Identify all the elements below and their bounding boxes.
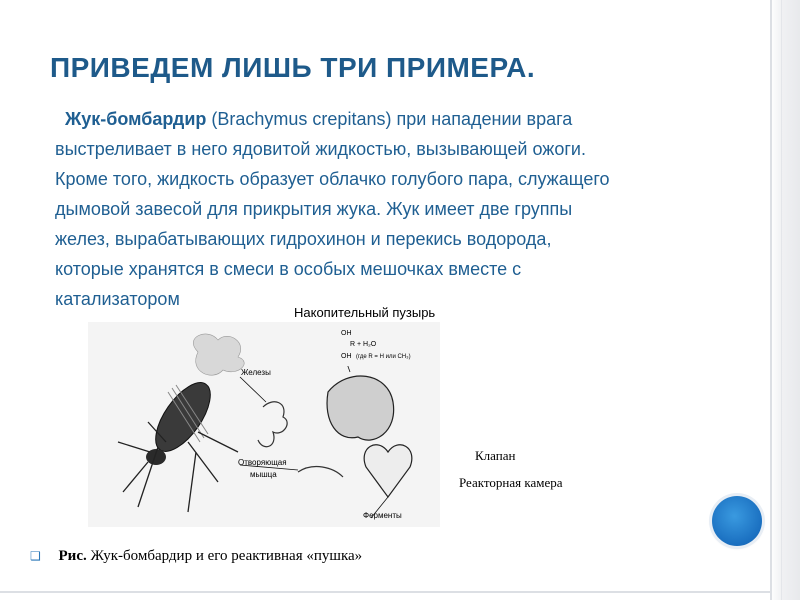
- slide-title: ПРИВЕДЕМ ЛИШЬ ТРИ ПРИМЕРА.: [50, 52, 536, 83]
- formula-r-h2o: R + H₂O: [350, 341, 377, 348]
- formula-oh-top: OH: [341, 330, 352, 337]
- body-line-1-rest: (Brachymus crepitans) при нападении врага: [206, 109, 573, 129]
- beetle-diagram: [88, 322, 440, 527]
- body-line-3: Кроме того, жидкость образует облачко голубого пара, служащего: [55, 169, 610, 189]
- body-line-5: желез, вырабатывающих гидрохинон и перекись водорода,: [55, 229, 552, 249]
- formula-oh-bottom: OH: [341, 353, 352, 360]
- caption-prefix: Рис.: [58, 548, 87, 564]
- storage-bladder-shape: [327, 376, 394, 440]
- slide-frame-bottom: [0, 591, 772, 593]
- body-line-7: катализатором: [55, 289, 180, 309]
- body-line-1: [55, 104, 755, 134]
- body-line-4: дымовой завесой для прикрытия жука. Жук имеет две группы: [55, 199, 573, 219]
- formula-note: (где R = H или CH₃): [356, 354, 411, 360]
- label-valve: Клапан: [475, 448, 516, 463]
- diagram-label-glands: Железы: [241, 368, 271, 377]
- diagram-label-enzymes: Ферменты: [363, 511, 402, 520]
- slide-body-text: [55, 104, 755, 314]
- spray-cloud-shape: [193, 334, 244, 375]
- slide-frame-right: [770, 0, 800, 600]
- caption-bullet-icon: ❑: [30, 549, 41, 563]
- beetle-diagram-svg: [88, 322, 440, 527]
- slide-frame-border-inner: [781, 0, 782, 600]
- figure-caption: [30, 548, 362, 565]
- label-storage-bladder: Накопительный пузырь: [294, 305, 436, 320]
- diagram-label-muscle-1: Отворяющая: [238, 458, 287, 467]
- body-bold-term: Жук-бомбардир: [65, 109, 207, 129]
- body-line-2: выстреливает в него ядовитой жидкостью, вызывающей ожоги.: [55, 139, 586, 159]
- body-line-6: которые хранятся в смеси в особых мешочках вместе с: [55, 259, 522, 279]
- slide-decor-circle-button[interactable]: [712, 496, 762, 546]
- slide-frame-border: [770, 0, 772, 600]
- label-reaction-chamber: Реакторная камера: [459, 475, 563, 490]
- caption-text: Жук-бомбардир и его реактивная «пушка»: [90, 548, 363, 564]
- diagram-label-muscle-2: мышца: [250, 470, 277, 479]
